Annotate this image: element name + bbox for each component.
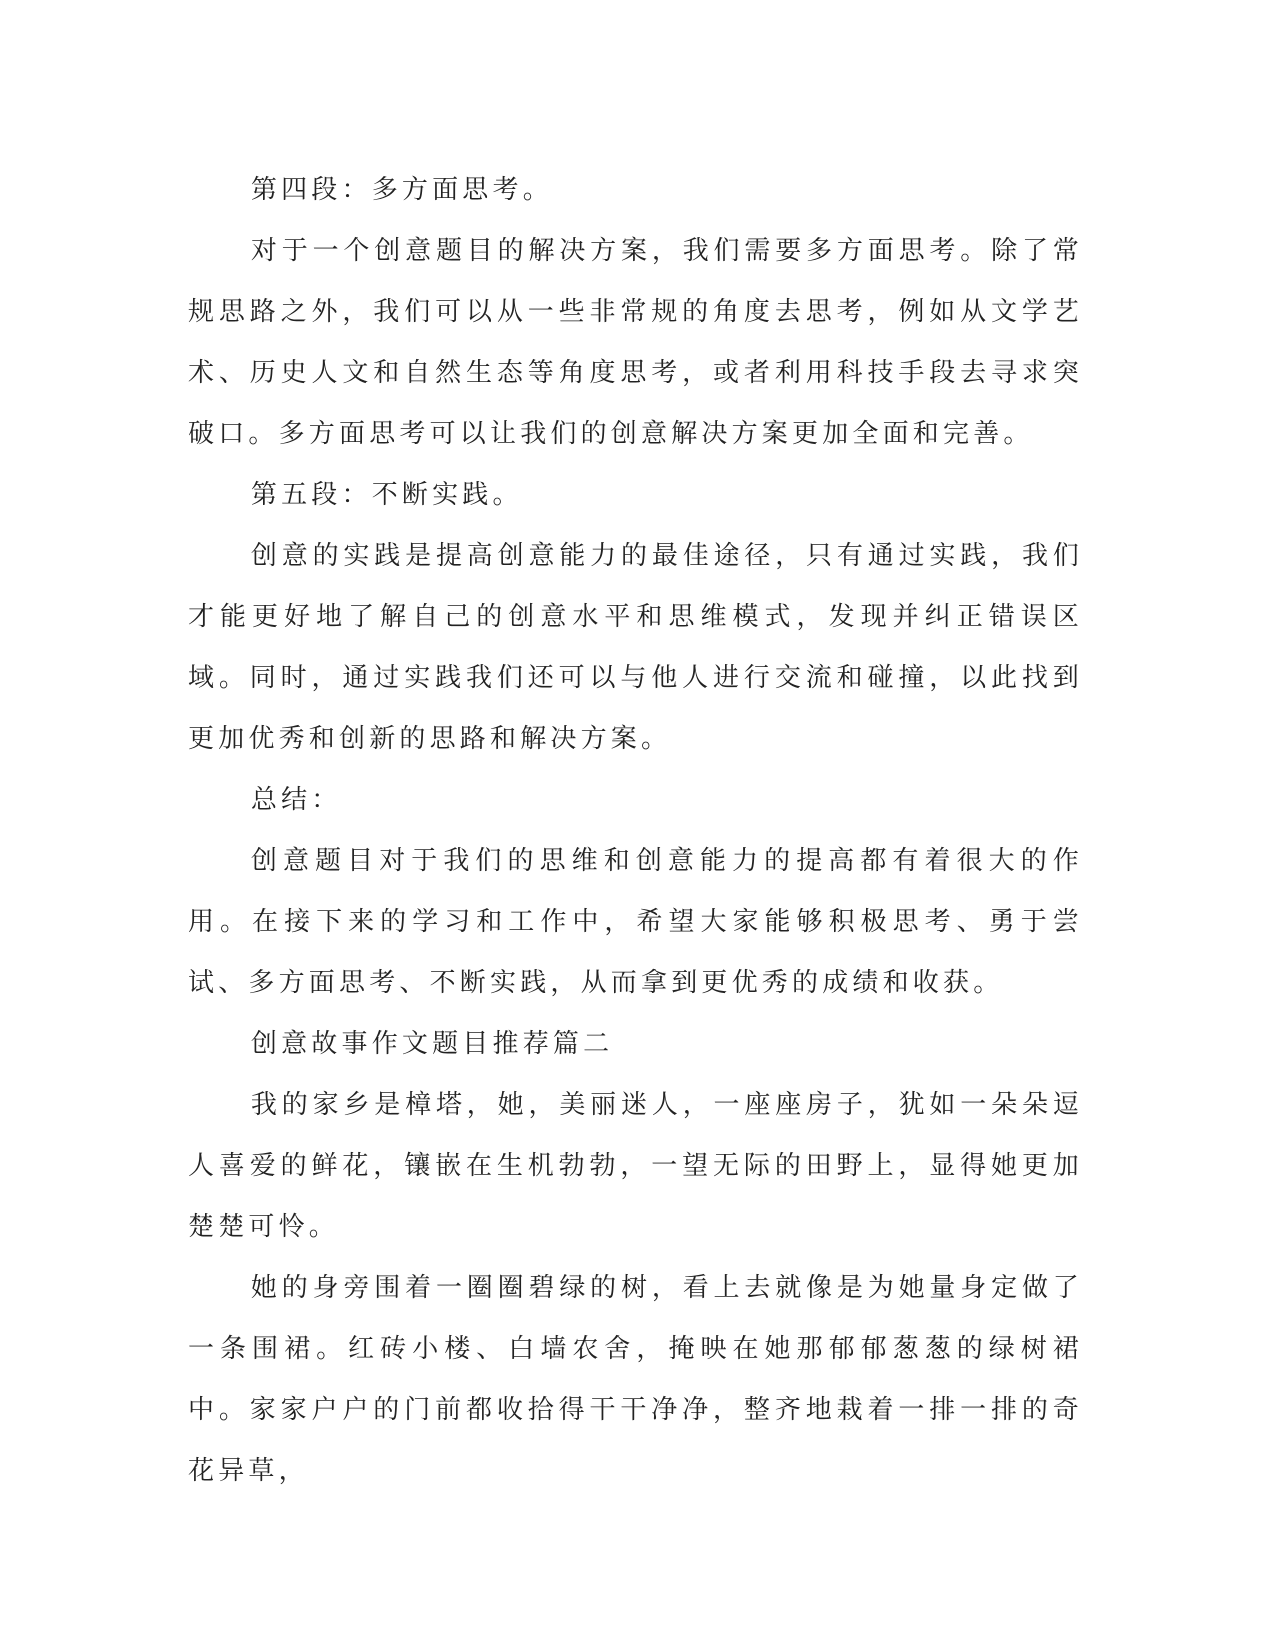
paragraph-trees: 她的身旁围着一圈圈碧绿的树，看上去就像是为她量身定做了一条围裙。红砖小楼、白墙农舍，掩映在她那郁郁葱葱的绿树裙中。家家户户的门前都收拾得干干净净，整齐地栽着一排一排的奇花异草， [188,1273,1083,1486]
paragraph-hometown: 我的家乡是樟塔，她，美丽迷人，一座座房子，犹如一朵朵逗人喜爱的鲜花，镶嵌在生机勃勃，一望无际的田野上，显得她更加楚楚可怜。 [188,1090,1083,1242]
document-body [188,160,1083,1502]
summary-heading: 总结： [250,785,342,815]
paragraph-practice: 创意的实践是提高创意能力的最佳途径，只有通过实践，我们才能更好地了解自己的创意水平和思维模式，发现并纠正错误区域。同时，通过实践我们还可以与他人进行交流和碰撞，以此找到更加优秀和创新的思路和解决方案。 [188,541,1083,754]
essay-title: 创意故事作文题目推荐篇二 [250,1029,614,1059]
paragraph-summary: 创意题目对于我们的思维和创意能力的提高都有着很大的作用。在接下来的学习和工作中，希望大家能够积极思考、勇于尝试、多方面思考、不断实践，从而拿到更优秀的成绩和收获。 [188,846,1083,998]
section-heading-4: 第四段：多方面思考。 [250,175,553,205]
section-heading-5: 第五段：不断实践。 [250,480,523,510]
paragraph-multi-angle-thinking: 对于一个创意题目的解决方案，我们需要多方面思考。除了常规思路之外，我们可以从一些非常规的角度去思考，例如从文学艺术、历史人文和自然生态等角度思考，或者利用科技手段去寻求突破口。多方面思考可以让我们的创意解决方案更加全面和完善。 [188,236,1083,449]
